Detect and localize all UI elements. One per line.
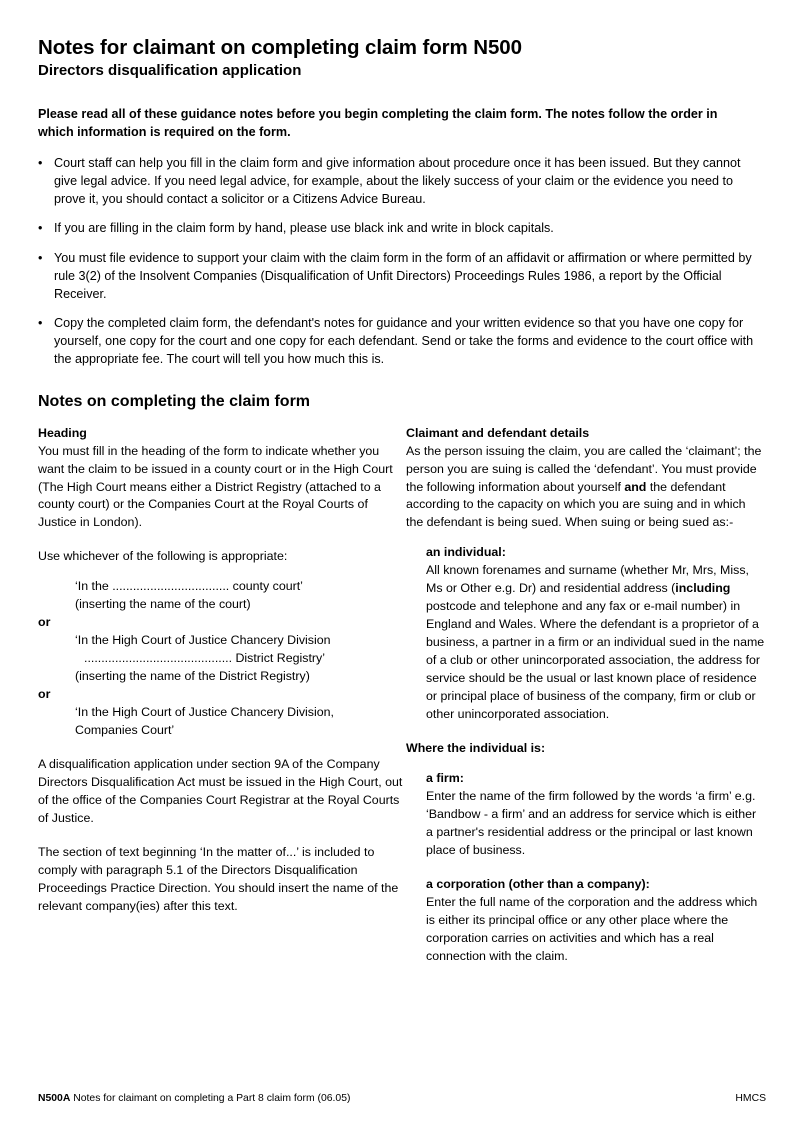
two-column-layout — [38, 425, 766, 967]
list-item — [38, 219, 766, 237]
court-heading-option-2 — [38, 632, 406, 686]
use-whichever-text: Use whichever of the following is appropriate: — [38, 549, 288, 564]
corporation-subsection — [426, 876, 766, 966]
option-3-line-2: Companies Court’ — [75, 723, 175, 738]
option-2-line-2: ........................................... District Registry’ — [84, 651, 325, 666]
claimant-details-body — [406, 443, 766, 533]
option-2-line-1: ‘In the High Court of Justice Chancery Division — [75, 633, 331, 648]
option-1-line-2: (inserting the name of the court) — [75, 597, 251, 612]
page-title: Notes for claimant on completing claim form N500 — [38, 36, 522, 59]
claimant-details-title: Claimant and defendant details — [406, 425, 590, 440]
section-9a-paragraph: A disqualification application under section 9A of the Company Directors Disqualification Act must be issued in the High Court, out of the office of the Companies Court Registrar at the Royal Courts of Justice. — [38, 757, 403, 826]
page-subtitle: Directors disqualification application — [38, 61, 302, 79]
list-item — [38, 154, 766, 208]
claimant-body-text-1: As the person issuing the claim, you are called the ‘claimant’; the person you are suing is called the ‘defendant’. You must provide the following information about yourself — [406, 443, 762, 494]
corporation-body: Enter the full name of the corporation and the address which is either its principal office or any other place where the corporation carries on activities and which has a real connection with the claim. — [426, 895, 758, 964]
option-2-line-3: (inserting the name of the District Registry) — [75, 669, 310, 684]
or-separator-2: or — [38, 687, 51, 702]
bullet-icon: • — [38, 221, 43, 236]
option-1-line-1: ‘In the .................................. county court’ — [75, 579, 303, 594]
claimant-body-text-2: the defendant according to the capacity on which you are suing and in which the defendant is being sued. When suing or being sued as:- — [406, 479, 746, 530]
left-column — [38, 425, 406, 967]
footer-form-reference — [38, 1092, 350, 1106]
footer-form-code: N500A — [38, 1093, 71, 1104]
individual-body-emphasis: including — [675, 581, 731, 596]
list-item-text: Copy the completed claim form, the defendant's notes for guidance and your written evidence so that you have one copy for yourself, one copy for the court and one copy for each defendant. Send or take the forms and evidence to the court office with the appropriate fee. The court will tell you how much this is. — [54, 315, 754, 367]
list-item-text: If you are filling in the claim form by hand, please use black ink and write in block capitals. — [54, 221, 554, 236]
list-item-text: You must file evidence to support your claim with the claim form in the form of an affidavit or affirmation or where permitted by rule 3(2) of the Insolvent Companies (Disqualification of Unfit Directors) Proceedings Rules 1986, a report by the Official Receiver. — [54, 250, 752, 301]
claimant-body-emphasis: and — [624, 479, 647, 494]
heading-subsection-body: You must fill in the heading of the form to indicate whether you want the claim to be issued in a county court or in the High Court (The High Court means either a District Registry (attached to a county court) or the Companies Court at the Royal Courts of Justice in London). — [38, 443, 393, 530]
heading-subsection-title: Heading — [38, 425, 87, 440]
footer-description: Notes for claimant on completing a Part 8 claim form (06.05) — [73, 1093, 351, 1104]
intro-paragraph: Please read all of these guidance notes before you begin completing the claim form. The notes follow the order in which information is required on the form. — [38, 106, 718, 139]
firm-body: Enter the name of the firm followed by the words ‘a firm’ e.g. ‘Bandbow - a firm’ and an address for service which is either a partner's residential address or the principal or last known place of business. — [426, 789, 757, 858]
section-title-notes-on-completing: Notes on completing the claim form — [38, 393, 311, 411]
firm-subsection — [426, 770, 766, 860]
bullet-icon: • — [38, 156, 43, 171]
individual-body-text-2: postcode and telephone and any fax or e-mail number) in England and Wales. Where the defendant is a proprietor of a business, a partner in a firm or an individual sued in the name of a club or other unincorporated association, the address for service should be the usual or last known place of residence or principal place of business of the company, firm or club or other unincorporated association. — [426, 599, 765, 722]
individual-body-text-1: All known forenames and surname (whether Mr, Mrs, Miss, Ms or Other e.g. Dr) and residential address ( — [426, 563, 749, 596]
guidance-bullet-list — [38, 154, 766, 368]
option-3-line-1: ‘In the High Court of Justice Chancery Division, — [75, 705, 334, 720]
list-item-text: Court staff can help you fill in the claim form and give information about procedure once it has been issued. But they cannot give legal advice. If you need legal advice, for example, about the likely success of your claim or the evidence you need to prove it, you should contact a solicitor or a Citizens Advice Bureau. — [54, 156, 741, 207]
list-item — [38, 314, 766, 368]
firm-title: a firm: — [426, 771, 464, 786]
individual-body — [426, 562, 766, 724]
where-individual-is-title: Where the individual is: — [406, 741, 546, 756]
or-separator-1: or — [38, 615, 51, 630]
right-column — [406, 425, 766, 967]
individual-title: an individual: — [426, 545, 506, 560]
bullet-icon: • — [38, 250, 43, 265]
court-heading-option-1 — [38, 578, 406, 614]
court-heading-option-3 — [38, 704, 406, 740]
bullet-icon: • — [38, 315, 43, 330]
corporation-title: a corporation (other than a company): — [426, 877, 650, 892]
document-content — [38, 36, 766, 966]
page-footer — [38, 1092, 766, 1106]
list-item — [38, 249, 766, 303]
in-the-matter-of-paragraph: The section of text beginning ‘In the matter of...’ is included to comply with paragraph 5.1 of the Directors Disqualification Proceedings Practice Direction. You should insert the name of the relevant company(ies) after this text. — [38, 845, 399, 914]
footer-organisation: HMCS — [735, 1093, 766, 1104]
individual-subsection — [426, 544, 766, 724]
